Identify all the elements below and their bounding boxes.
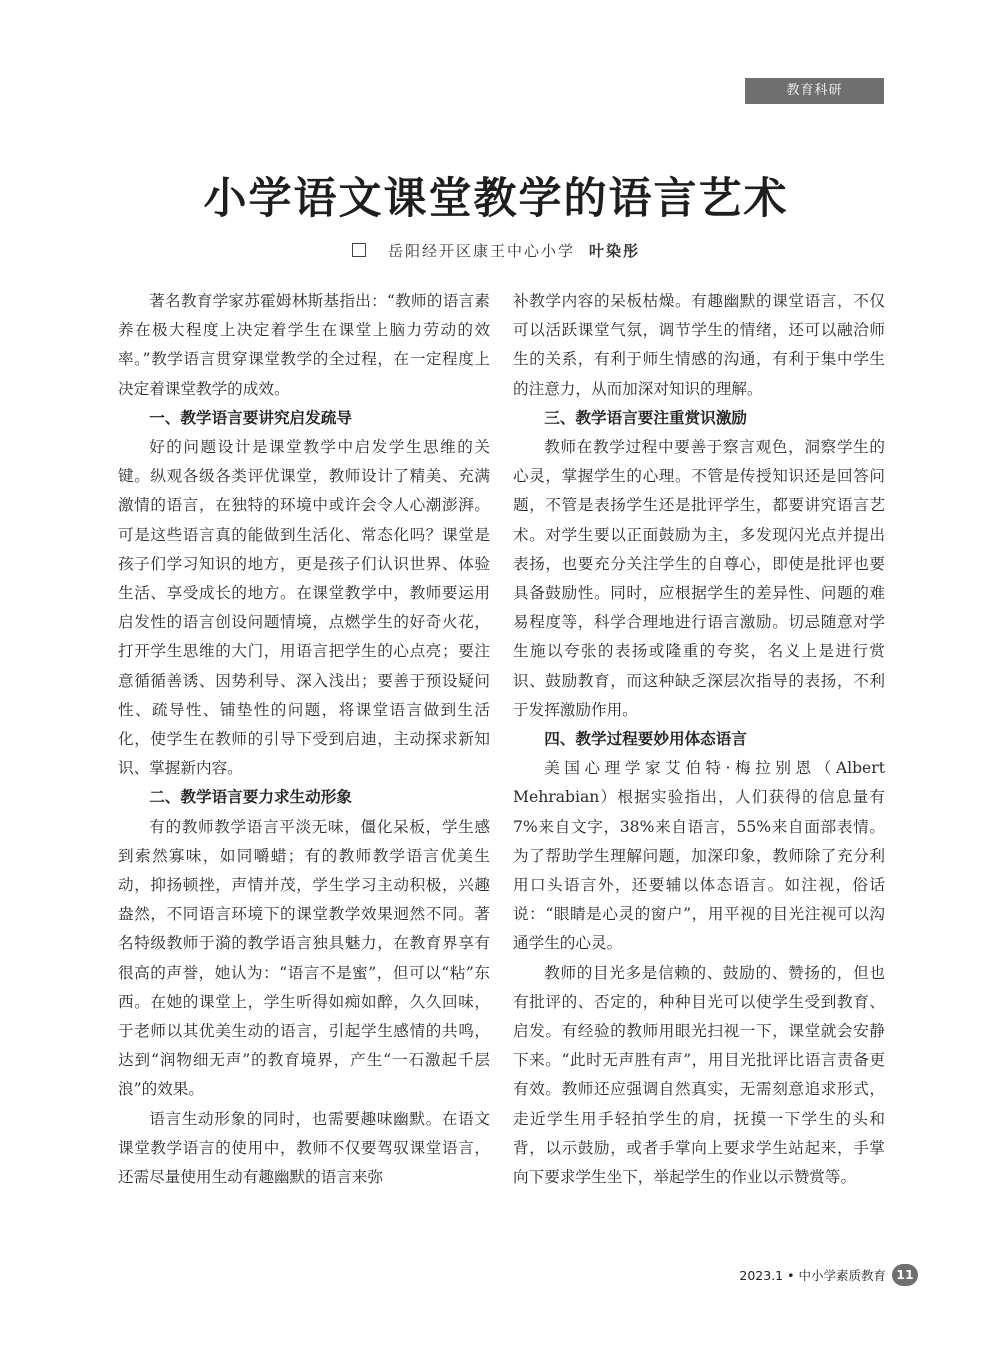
paragraph: 著名教育学家苏霍姆林斯基指出：“教师的语言素养在极大程度上决定着学生在课堂上脑力劳动的效率。”教学语言贯穿课堂教学的全过程，在一定程度上决定着课堂教学的成效。 <box>118 292 490 398</box>
left-column <box>118 287 490 1192</box>
paragraph: 有的教师教学语言平淡无味，僵化呆板，学生感到索然寡味，如同嚼蜡；有的教师教学语言优美生动，抑扬顿挫，声情并茂，学生学习主动积极，兴趣盎然，不同语言环境下的课堂教学效果迥然不同。著名特级教师于漪的教学语言独具魅力，在教育界享有很高的声誉，她认为：“语言不是蜜”，但可以“粘”东西。在她的课堂上，学生听得如痴如醉，久久回味，于老师以其优美生动的语言，引起学生感情的共鸣，达到“润物细无声”的教育境界，产生“一石激起千层浪”的效果。 <box>118 817 490 1099</box>
paragraph: 语言生动形象的同时，也需要趣味幽默。在语文课堂教学语言的使用中，教师不仅要驾驭课堂语言，还需尽量使用生动有趣幽默的语言来弥 <box>118 1109 490 1187</box>
paragraph: 美国心理学家艾伯特·梅拉别恩（Albert Mehrabian）根据实验指出，人们获得的信息量有7%来自文字，38%来自语言，55%来自面部表情。为了帮助学生理解问题，加深印象，教师除了充分利用口头语言外，还要辅以体态语言。如注视，俗话说：“眼睛是心灵的窗户”，用平视的目光注视可以沟通学生的心灵。 <box>513 759 885 953</box>
issue-number: 2023.1 <box>739 1267 784 1283</box>
byline <box>0 240 992 261</box>
page-number: 11 <box>892 1264 918 1286</box>
section-heading-1: 一、教学语言要讲究启发疏导 <box>149 408 352 427</box>
right-column <box>513 287 885 1192</box>
affiliation: 岳阳经开区康王中心小学 <box>387 242 575 260</box>
author-name: 叶染彤 <box>589 242 641 260</box>
paragraph-continued: 补教学内容的呆板枯燥。有趣幽默的课堂语言，不仅可以活跃课堂气氛，调节学生的情绪，还可以融洽师生的关系，有利于师生情感的沟通，有利于集中学生的注意力，从而加深对知识的理解。 <box>513 292 885 398</box>
footer-separator: • <box>787 1267 795 1283</box>
page-footer <box>700 1264 918 1286</box>
journal-name: 中小学素质教育 <box>798 1268 886 1283</box>
paragraph: 教师的目光多是信赖的、鼓励的、赞扬的，但也有批评的、否定的，种种目光可以使学生受到教育、启发。有经验的教师用眼光扫视一下，课堂就会安静下来。“此时无声胜有声”，用目光批评比语言责备更有效。教师还应强调自然真实，无需刻意追求形式，走近学生用手轻拍学生的肩，抚摸一下学生的头和背，以示鼓励，或者手掌向上要求学生站起来，手掌向下要求学生坐下，举起学生的作业以示赞赏等。 <box>513 963 885 1187</box>
square-box-icon <box>352 243 366 257</box>
section-heading-3: 三、教学语言要注重赏识激励 <box>544 408 747 427</box>
article-title: 小学语文课堂教学的语言艺术 <box>203 174 789 224</box>
section-tag: 教育科研 <box>745 78 884 104</box>
section-heading-4: 四、教学过程要妙用体态语言 <box>544 730 747 749</box>
paragraph: 教师在教学过程中要善于察言观色，洞察学生的心灵，掌握学生的心理。不管是传授知识还是回答问题，不管是表扬学生还是批评学生，都要讲究语言艺术。对学生要以正面鼓励为主，多发现闪光点并提出表扬，也要充分关注学生的自尊心，即使是批评也要具备鼓励性。同时，应根据学生的差异性、问题的难易程度等，科学合理地进行语言激励。切忌随意对学生施以夸张的表扬或隆重的夸奖，名义上是进行赏识、鼓励教育，而这种缺乏深层次指导的表扬，不利于发挥激励作用。 <box>513 438 885 719</box>
section-heading-2: 二、教学语言要力求生动形象 <box>149 788 352 807</box>
paragraph: 好的问题设计是课堂教学中启发学生思维的关键。纵观各级各类评优课堂，教师设计了精美、充满激情的语言，在独特的环境中或许会令人心潮澎湃。可是这些语言真的能做到生活化、常态化吗？课堂是孩子们学习知识的地方，更是孩子们认识世界、体验生活、享受成长的地方。在课堂教学中，教师要运用启发性的语言创设问题情境，点燃学生的好奇火花，打开学生思维的大门，用语言把学生的心点亮；要注意循循善诱、因势利导、深入浅出；要善于预设疑问性、疏导性、铺垫性的问题，将课堂语言做到生活化，使学生在教师的引导下受到启迪，主动探求新知识、掌握新内容。 <box>118 438 490 778</box>
